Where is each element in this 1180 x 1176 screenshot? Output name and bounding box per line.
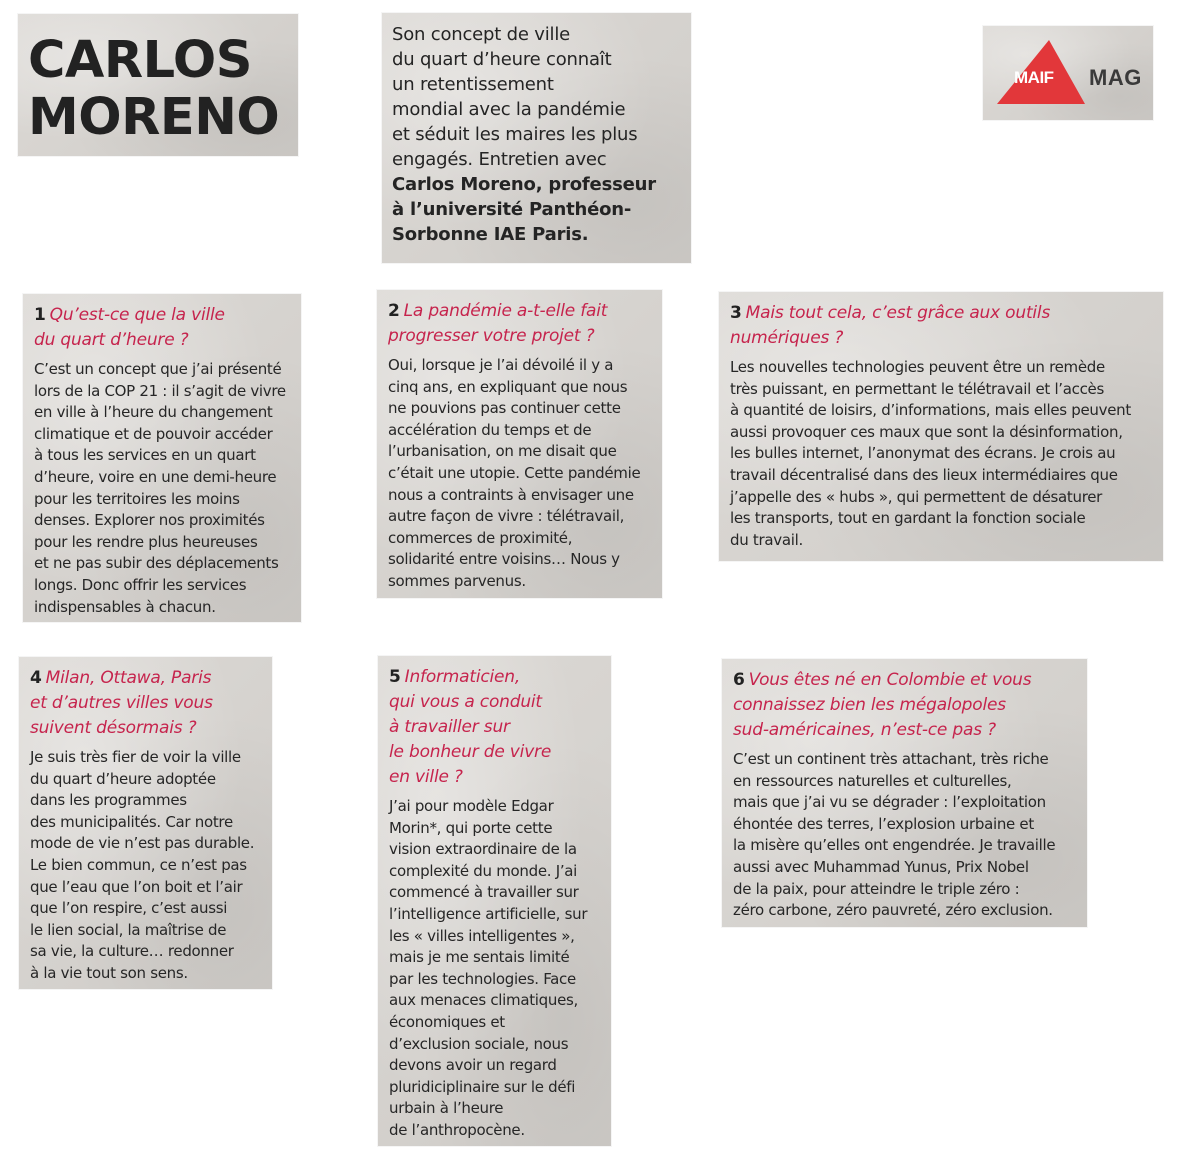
- question-line: [389, 665, 611, 690]
- answer-line: à tous les services en un quart: [34, 446, 256, 465]
- answer-line: Le bien commun, ce n’est pas: [30, 855, 247, 874]
- question-line: progresser votre projet ?: [388, 326, 595, 346]
- answer-line: la misère qu’elles ont engendrée. Je travaille: [733, 836, 1056, 855]
- question-line: [34, 303, 301, 328]
- question-card-1: [23, 294, 301, 622]
- answer-line: sa vie, la culture… redonner: [30, 942, 234, 961]
- answer-line: accélération du temps et de: [388, 420, 592, 439]
- answer-line: climatique et de pouvoir accéder: [34, 424, 273, 443]
- answer-line: autre façon de vivre : télétravail,: [388, 507, 625, 526]
- answer-line: devons avoir un regard: [389, 1056, 557, 1075]
- answer-line: à quantité de loisirs, d’informations, mais elles peuvent: [730, 401, 1131, 420]
- question-line: [733, 668, 1087, 693]
- question-number: 5: [389, 667, 401, 687]
- intro-bold-line: Carlos Moreno, professeur: [392, 174, 656, 195]
- question-line: [388, 299, 662, 324]
- answer-line: de l’anthropocène.: [389, 1120, 525, 1139]
- answer-line: à la vie tout son sens.: [30, 963, 188, 982]
- intro-bold-line: Sorbonne IAE Paris.: [392, 224, 589, 245]
- answer-line: nous a contraints à envisager une: [388, 485, 634, 504]
- answer-line: très puissant, en permettant le télétravail et l’accès: [730, 379, 1105, 398]
- answer-line: aux menaces climatiques,: [389, 991, 579, 1010]
- intro-line: Son concept de ville: [392, 24, 571, 45]
- answer-line: urbain à l’heure: [389, 1099, 504, 1118]
- intro-line: mondial avec la pandémie: [392, 99, 626, 120]
- answer-line: que l’eau que l’on boit et l’air: [30, 877, 243, 896]
- answer-line: mais je me sentais limité: [389, 948, 570, 967]
- answer-line: pour les territoires les moins: [34, 489, 240, 508]
- answer-line: indispensables à chacun.: [34, 597, 216, 616]
- answer-line: j’appelle des « hubs », qui permettent de désaturer: [730, 487, 1103, 506]
- answer-line: solidarité entre voisins… Nous y: [388, 550, 620, 569]
- answer-line: l’intelligence artificielle, sur: [389, 904, 588, 923]
- answer-line: aussi provoquer ces maux que sont la désinformation,: [730, 422, 1123, 441]
- answer-line: denses. Explorer nos proximités: [34, 511, 265, 530]
- question-number: 1: [34, 305, 46, 325]
- intro-line: et séduit les maires les plus: [392, 124, 638, 145]
- answer-line: en ville à l’heure du changement: [34, 403, 273, 422]
- answer-line: longs. Donc offrir les services: [34, 575, 247, 594]
- answer-line: aussi avec Muhammad Yunus, Prix Nobel: [733, 857, 1029, 876]
- answer-line: les transports, tout en gardant la fonction sociale: [730, 509, 1086, 528]
- question-line: du quart d’heure ?: [34, 330, 189, 350]
- answer-line: pour les rendre plus heureuses: [34, 532, 258, 551]
- question-card-3: [719, 292, 1163, 561]
- question-number: 3: [730, 303, 742, 323]
- title-line-first-name: CARLOS: [28, 31, 252, 90]
- question-text: Mais tout cela, c’est grâce aux outils: [745, 303, 1051, 323]
- question-number: 4: [30, 668, 42, 688]
- answer-line: les bulles internet, l’anonymat des écrans. Je crois au: [730, 444, 1116, 463]
- answer-line: du quart d’heure adoptée: [30, 769, 216, 788]
- answer-line: C’est un continent très attachant, très riche: [733, 750, 1049, 768]
- answer-line: sommes parvenus.: [388, 571, 526, 590]
- answer-text: [389, 796, 611, 1142]
- question-line: le bonheur de vivre: [389, 742, 552, 762]
- answer-line: mode de vie n’est pas durable.: [30, 834, 255, 853]
- answer-line: en ressources naturelles et culturelles,: [733, 771, 1012, 790]
- answer-line: des municipalités. Car notre: [30, 812, 233, 831]
- logo-brand-text: MAIF: [1014, 68, 1054, 87]
- question-line: sud-américaines, n’est-ce pas ?: [733, 720, 996, 740]
- answer-line: par les technologies. Face: [389, 969, 576, 988]
- answer-line: cinq ans, en expliquant que nous: [388, 377, 628, 396]
- answer-line: d’exclusion sociale, nous: [389, 1034, 569, 1053]
- question-card-6: [722, 659, 1087, 927]
- answer-line: d’heure, voire en une demi-heure: [34, 467, 277, 486]
- question-card-2: [377, 290, 662, 598]
- answer-line: J’ai pour modèle Edgar: [389, 797, 554, 815]
- answer-line: Je suis très fier de voir la ville: [30, 748, 241, 766]
- answer-line: zéro carbone, zéro pauvreté, zéro exclusion.: [733, 901, 1053, 920]
- answer-line: pluridiciplinaire sur le défi: [389, 1077, 576, 1096]
- question-line: [730, 301, 1163, 326]
- intro-bold-line: à l’université Panthéon-: [392, 199, 632, 220]
- answer-line: du travail.: [730, 530, 803, 549]
- question-line: et d’autres villes vous: [30, 693, 213, 713]
- answer-line: Oui, lorsque je l’ai dévoilé il y a: [388, 356, 614, 374]
- answer-line: lors de la COP 21 : il s’agit de vivre: [34, 381, 286, 400]
- answer-line: économiques et: [389, 1012, 505, 1031]
- answer-text: [34, 359, 301, 618]
- answer-line: travail décentralisé dans des lieux intermédiaires que: [730, 465, 1118, 484]
- answer-line: dans les programmes: [30, 791, 187, 810]
- question-card-5: [378, 656, 611, 1146]
- answer-line: Morin*, qui porte cette: [389, 818, 553, 837]
- intro-line: un retentissement: [392, 74, 554, 95]
- answer-line: de la paix, pour atteindre le triple zéro :: [733, 879, 1020, 898]
- answer-text: [730, 357, 1163, 551]
- question-line: en ville ?: [389, 767, 463, 787]
- question-text: Informaticien,: [404, 667, 521, 687]
- answer-line: commencé à travailler sur: [389, 883, 579, 902]
- answer-line: commerces de proximité,: [388, 528, 573, 547]
- answer-text: [388, 355, 662, 593]
- question-text: Milan, Ottawa, Paris: [45, 668, 212, 688]
- answer-line: l’urbanisation, on me disait que: [388, 442, 617, 461]
- answer-line: les « villes intelligentes »,: [389, 926, 575, 945]
- answer-line: mais que j’ai vu se dégrader : l’exploitation: [733, 793, 1046, 812]
- answer-line: vision extraordinaire de la: [389, 840, 577, 859]
- answer-text: [30, 747, 272, 985]
- question-line: connaissez bien les mégalopoles: [733, 695, 1006, 715]
- answer-line: c’était une utopie. Cette pandémie: [388, 463, 641, 482]
- question-number: 2: [388, 301, 400, 321]
- question-card-4: [19, 657, 272, 989]
- question-line: suivent désormais ?: [30, 718, 197, 738]
- answer-line: complexité du monde. J’ai: [389, 861, 578, 880]
- question-text: La pandémie a-t-elle fait: [403, 301, 608, 321]
- answer-line: Les nouvelles technologies peuvent être un remède: [730, 358, 1105, 376]
- title-clipping: [18, 14, 298, 156]
- maif-mag-logo: [983, 26, 1153, 120]
- title-line-last-name: MORENO: [28, 88, 280, 147]
- answer-line: C’est un concept que j’ai présenté: [34, 360, 282, 378]
- answer-line: le lien social, la maîtrise de: [30, 920, 227, 939]
- intro-line: du quart d’heure connaît: [392, 49, 612, 70]
- intro-line: engagés. Entretien avec: [392, 149, 607, 170]
- answer-text: [733, 749, 1087, 922]
- answer-line: et ne pas subir des déplacements: [34, 554, 279, 573]
- question-number: 6: [733, 670, 745, 690]
- question-line: [30, 666, 272, 691]
- question-line: qui vous a conduit: [389, 692, 542, 712]
- logo-suffix-text: MAG: [1089, 65, 1142, 90]
- question-text: Qu’est-ce que la ville: [49, 305, 225, 325]
- answer-line: que l’on respire, c’est aussi: [30, 899, 228, 918]
- answer-line: éhontée des terres, l’explosion urbaine et: [733, 814, 1034, 833]
- answer-line: ne pouvions pas continuer cette: [388, 399, 621, 418]
- question-line: numériques ?: [730, 328, 844, 348]
- question-line: à travailler sur: [389, 717, 510, 737]
- intro-clipping: [382, 13, 691, 263]
- question-text: Vous êtes né en Colombie et vous: [748, 670, 1032, 690]
